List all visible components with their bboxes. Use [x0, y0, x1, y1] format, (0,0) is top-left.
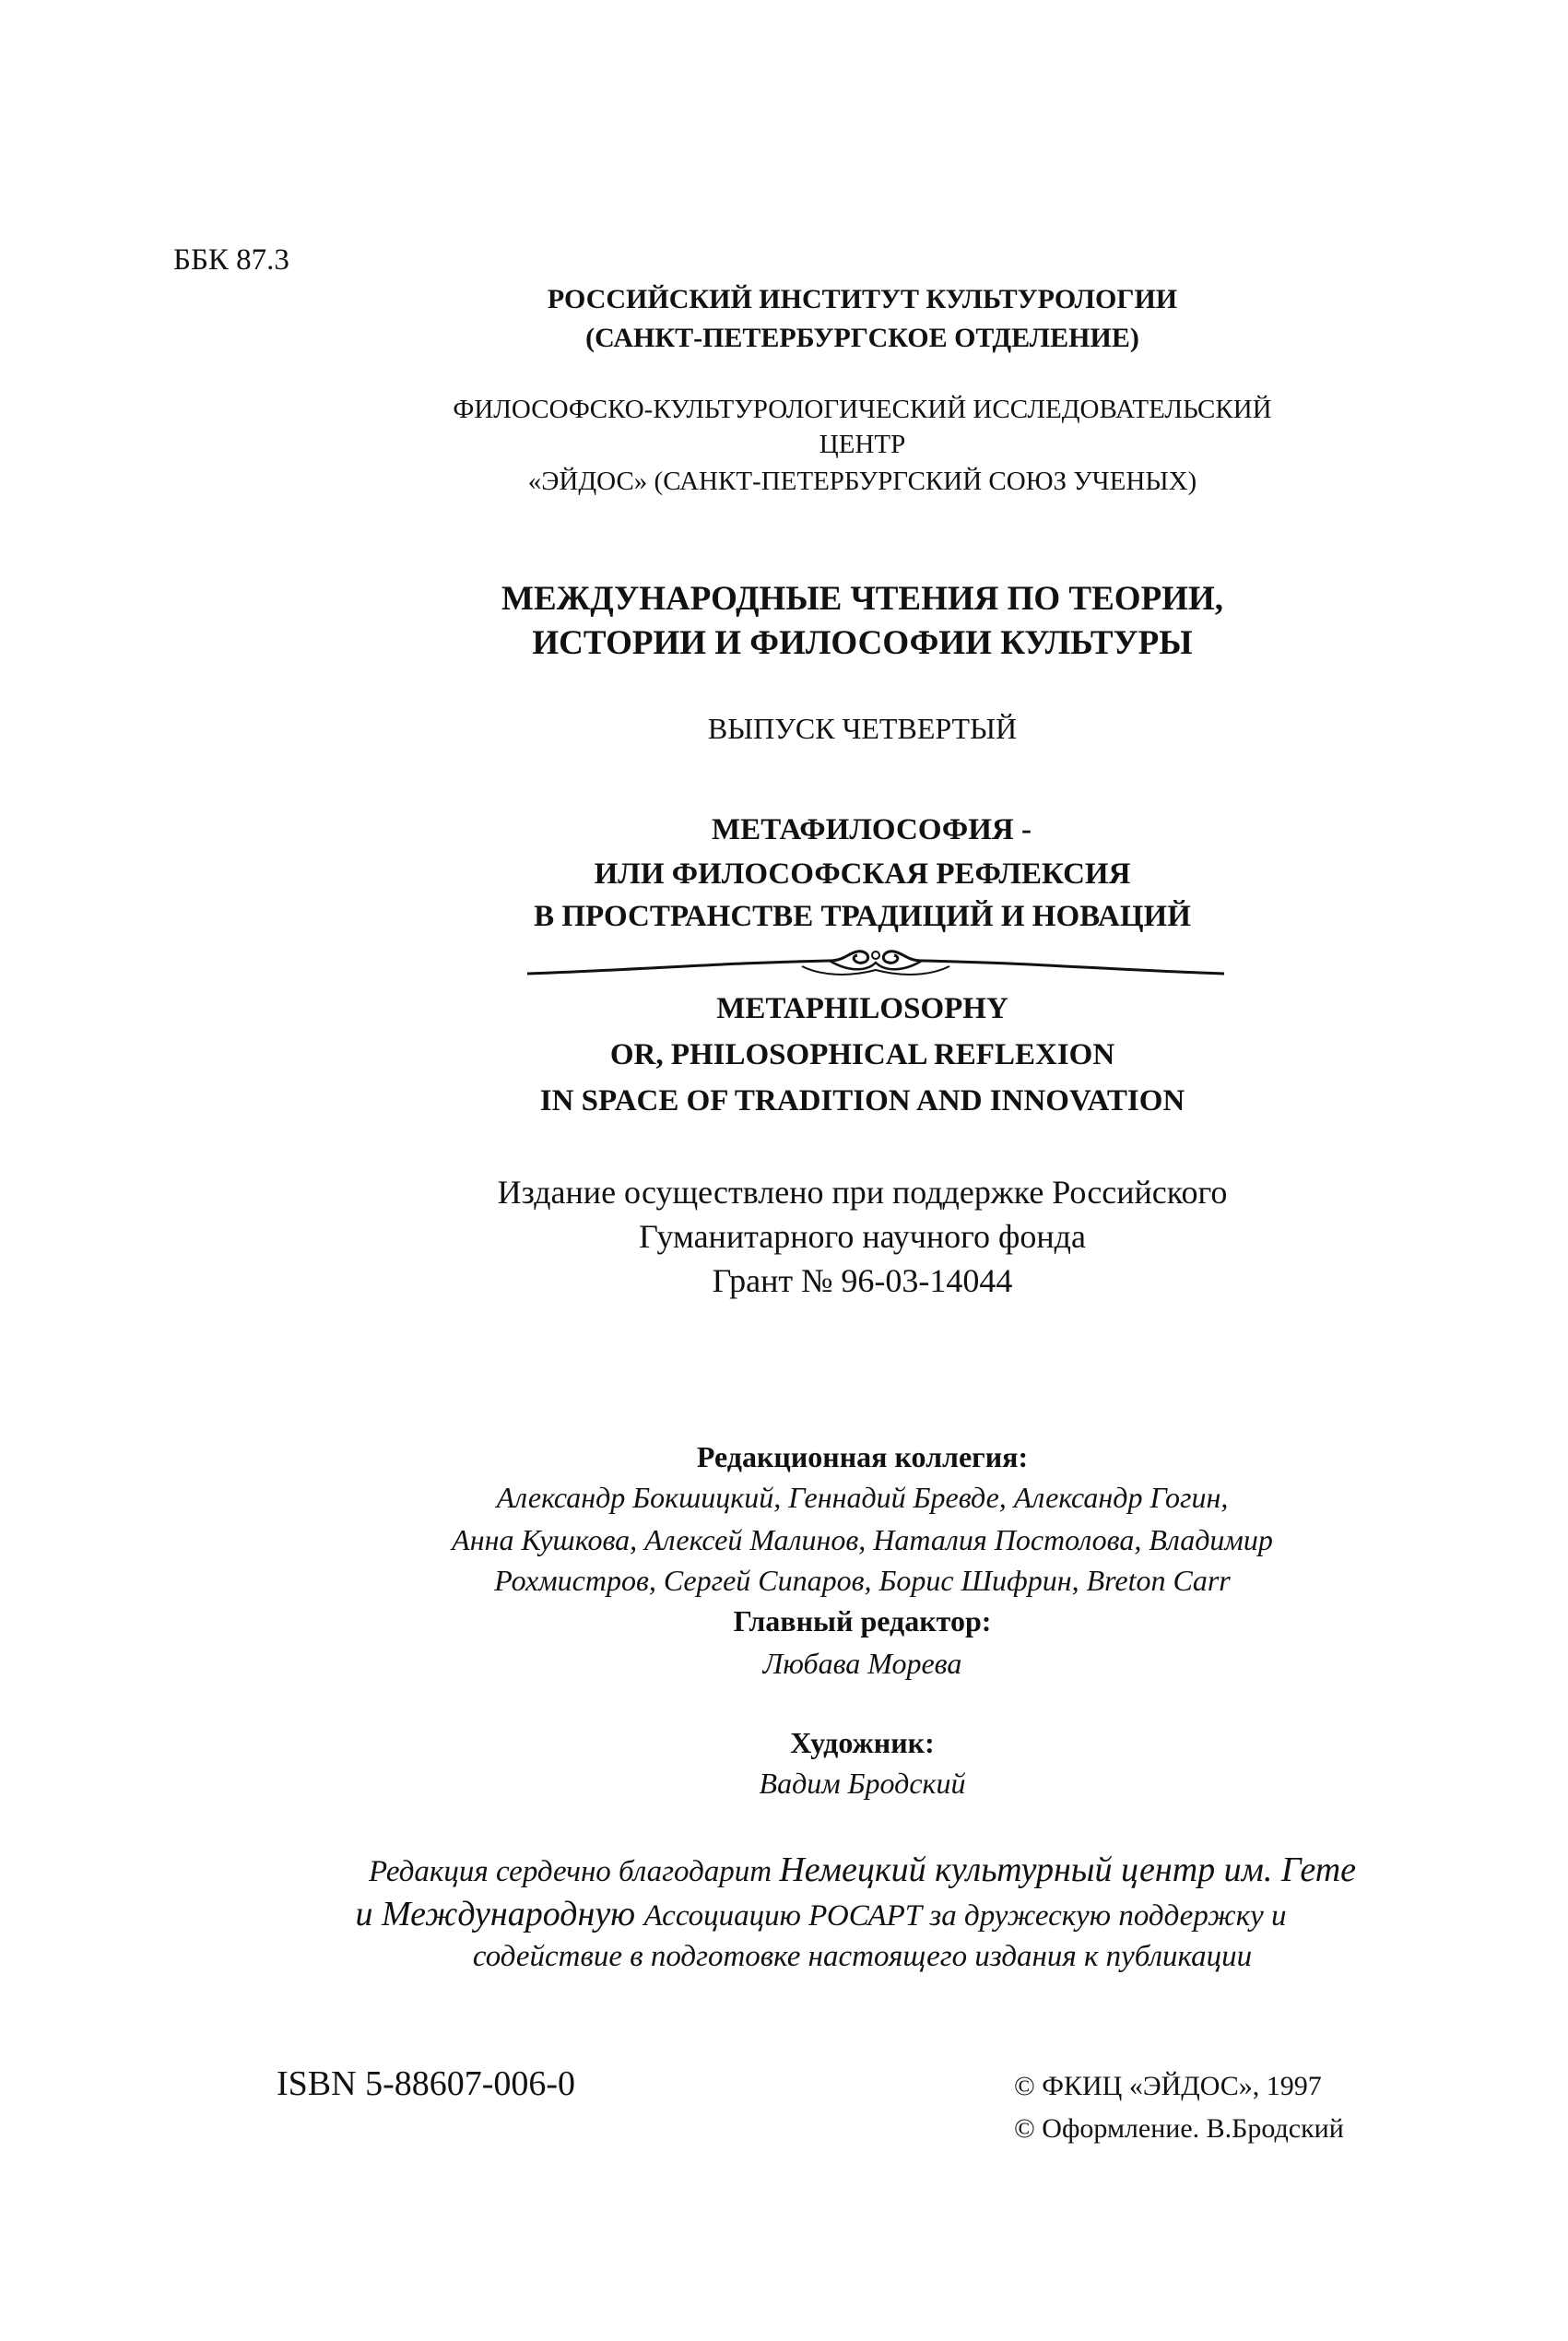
thanks-line2 — [37, 1894, 1568, 1934]
thanks-line1 — [78, 1850, 1568, 1890]
readings-title-line1: МЕЖДУНАРОДНЫЕ ЧТЕНИЯ ПО ТЕОРИИ, — [501, 580, 1223, 618]
bbk-code: ББК 87.3 — [173, 243, 289, 277]
artist-heading: Художник: — [790, 1726, 935, 1759]
ornament-flourish — [525, 940, 1226, 998]
chief-editor-name: Любава Морева — [762, 1647, 962, 1680]
title-en-line3: IN SPACE OF TRADITION AND INNOVATION — [539, 1084, 1185, 1117]
thanks-rosart: Ассоциацию РОСАРТ за дружескую поддержку и — [643, 1899, 1287, 1933]
board-members-line2: Анна Кушкова, Алексей Малинов, Наталия Постолова, Владимир — [452, 1523, 1273, 1556]
center-name-line1: ФИЛОСОФСКО-КУЛЬТУРОЛОГИЧЕСКИЙ ИССЛЕДОВАТЕЛЬСКИЙ — [453, 395, 1272, 424]
thanks-goethe: Немецкий культурный центр им. Гете — [779, 1850, 1357, 1889]
copyright-design: © Оформление. В.Бродский — [1014, 2113, 1344, 2144]
title-ru-line1: МЕТАФИЛОСОФИЯ - — [712, 813, 1032, 846]
title-en-line2: OR, PHILOSOPHICAL REFLEXION — [609, 1038, 1115, 1071]
institute-name: РОССИЙСКИЙ ИНСТИТУТ КУЛЬТУРОЛОГИИ — [547, 284, 1178, 314]
center-name-line3: «ЭЙДОС» (САНКТ-ПЕТЕРБУРГСКИЙ СОЮЗ УЧЕНЫХ) — [527, 467, 1197, 496]
board-members-line1: Александр Бокшицкий, Геннадий Бревде, Александр Гогин, — [496, 1481, 1229, 1514]
thanks-line1-start: Редакция сердечно благодарит — [368, 1855, 780, 1888]
chief-editor-heading: Главный редактор: — [733, 1604, 992, 1638]
title-ru-line3: В ПРОСТРАНСТВЕ ТРАДИЦИЙ И НОВАЦИЙ — [534, 900, 1191, 933]
institute-branch: (САНКТ-ПЕТЕРБУРГСКОЕ ОТДЕЛЕНИЕ) — [585, 323, 1139, 353]
issue-label: ВЫПУСК ЧЕТВЕРТЫЙ — [707, 712, 1018, 745]
title-ru-line2: ИЛИ ФИЛОСОФСКАЯ РЕФЛЕКСИЯ — [594, 857, 1131, 891]
readings-title-line2: ИСТОРИИ И ФИЛОСОФИИ КУЛЬТУРЫ — [532, 624, 1193, 662]
copyright-eidos: © ФКИЦ «ЭЙДОС», 1997 — [1014, 2071, 1322, 2101]
thanks-line3: содействие в подготовке настоящего издания к публикации — [472, 1940, 1253, 1973]
grant-number: Грант № 96-03-14044 — [712, 1262, 1013, 1299]
center-name-line2: ЦЕНТР — [819, 430, 906, 459]
board-members-line3: Рохмистров, Сергей Сипаров, Борис Шифрин, Breton Carr — [494, 1564, 1231, 1597]
board-heading: Редакционная коллегия: — [696, 1440, 1029, 1473]
support-line2: Гуманитарного научного фонда — [639, 1218, 1086, 1255]
support-line1: Издание осуществлено при поддержке Российского — [497, 1174, 1228, 1211]
artist-name: Вадим Бродский — [759, 1767, 966, 1800]
isbn: ISBN 5-88607-006-0 — [277, 2064, 576, 2103]
title-en-line1: METAPHILOSOPHY — [716, 992, 1008, 1025]
thanks-international: и Международную — [355, 1895, 644, 1933]
